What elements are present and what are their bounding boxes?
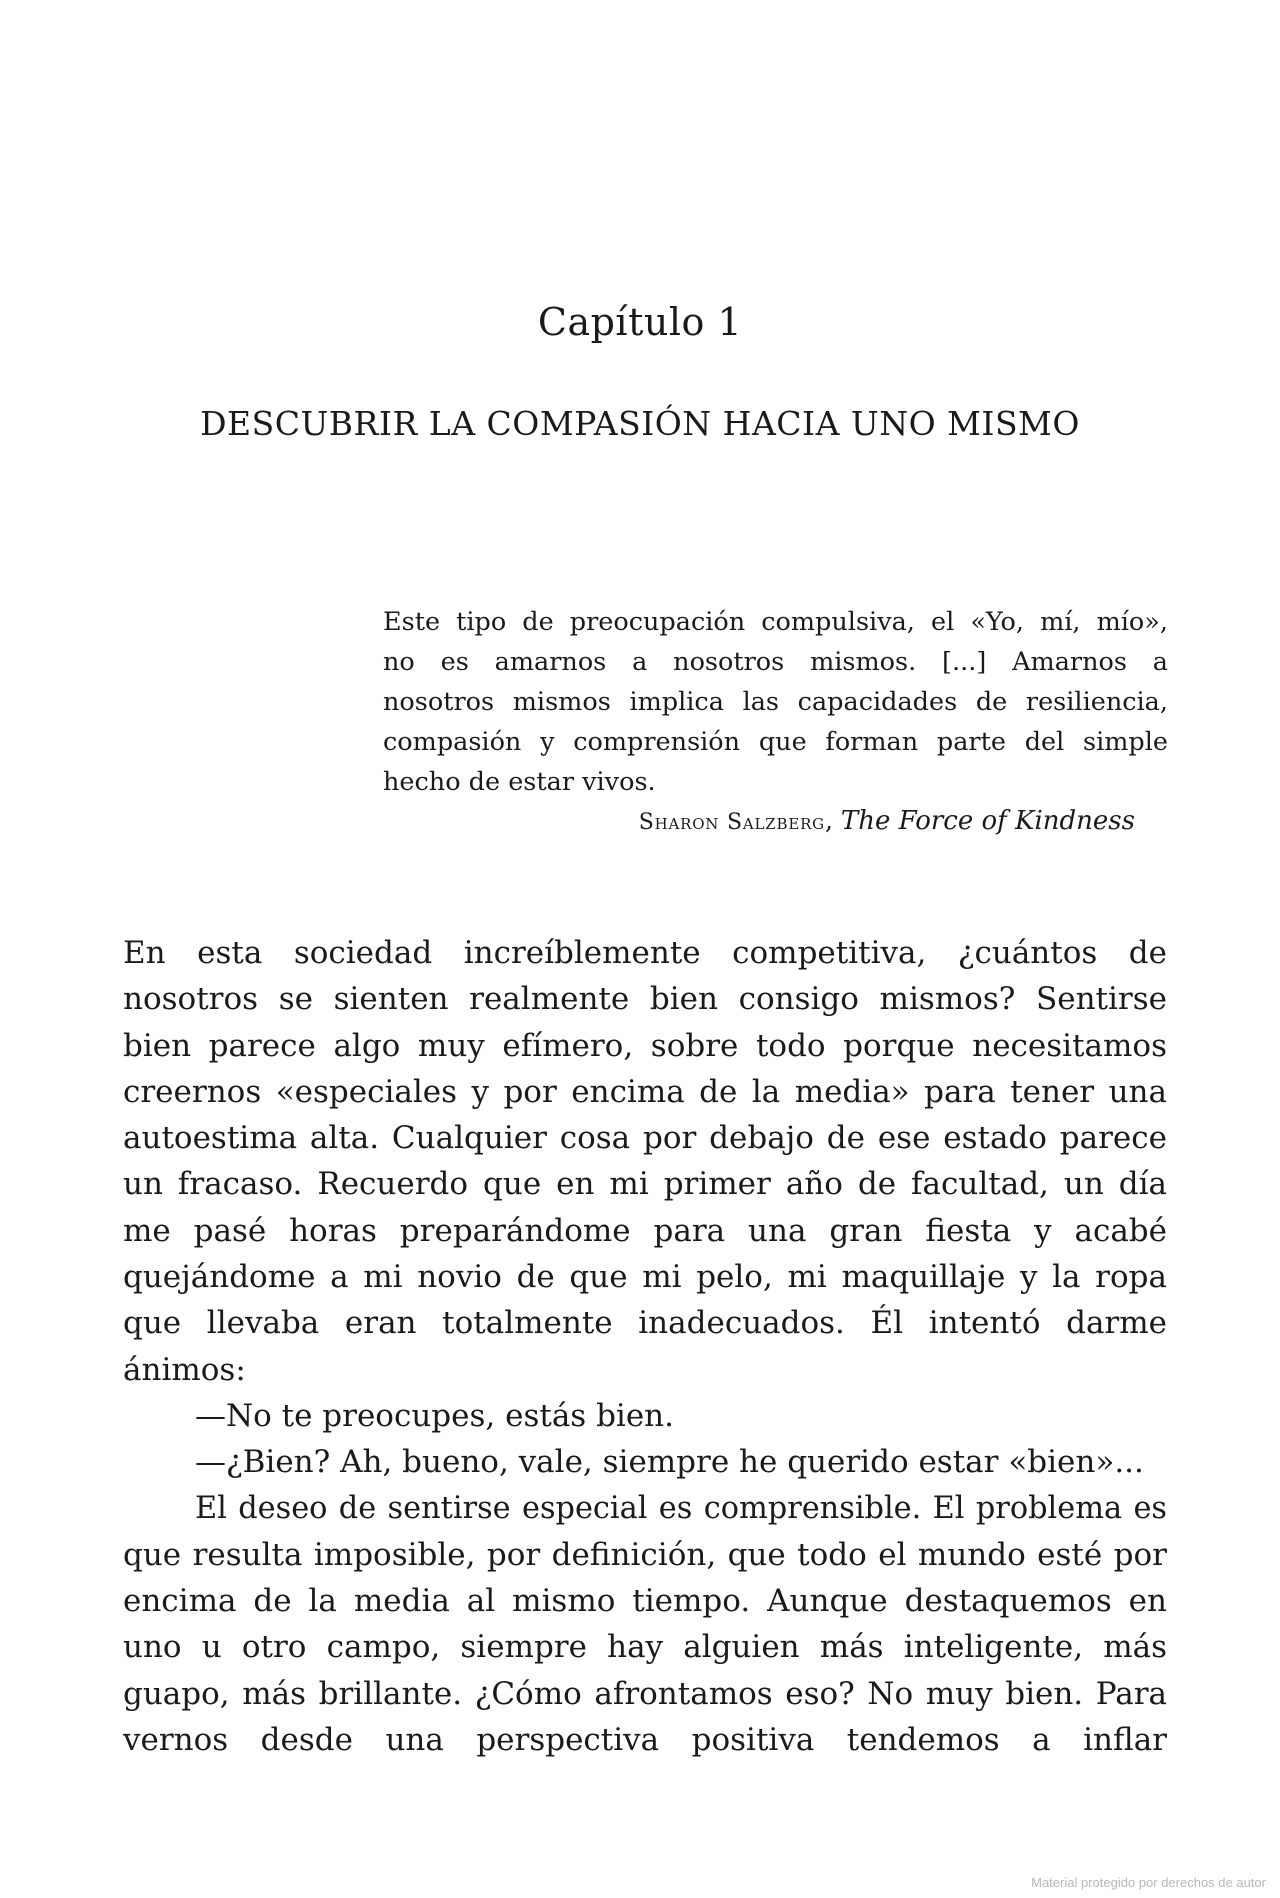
body-line: El deseo de sentirse especial es comprensible. El problema es bbox=[195, 1490, 1167, 1526]
body-line: guapo, más brillante. ¿Cómo afrontamos eso? No muy bien. Para bbox=[123, 1675, 1167, 1712]
epigraph-work-title: The Force of Kindness bbox=[840, 806, 1135, 836]
epigraph-line: compasión y comprensión que forman parte del simple bbox=[383, 727, 1168, 757]
body-line: vernos desde una perspectiva positiva tendemos a inflar bbox=[123, 1722, 1167, 1759]
epigraph-line: no es amarnos a nosotros mismos. [...] Amarnos a bbox=[383, 647, 1168, 677]
body-line: un fracaso. Recuerdo que en mi primer año de facultad, un día bbox=[123, 1166, 1167, 1203]
body-text bbox=[123, 930, 1167, 1763]
epigraph-line: hecho de estar vivos. bbox=[383, 767, 656, 797]
copyright-watermark: Material protegido por derechos de autor bbox=[1031, 1875, 1266, 1890]
dialogue-line: —No te preocupes, estás bien. bbox=[195, 1397, 674, 1434]
epigraph-quote bbox=[383, 602, 1168, 802]
body-line: En esta sociedad increíblemente competitiva, ¿cuántos de bbox=[123, 935, 1167, 971]
epigraph-author: Sharon Salzberg bbox=[638, 810, 825, 835]
body-line: me pasé horas preparándome para una gran fiesta y acabé bbox=[123, 1212, 1167, 1249]
epigraph-attribution bbox=[383, 806, 1135, 836]
body-line: uno u otro campo, siempre hay alguien más inteligente, más bbox=[123, 1629, 1167, 1666]
body-line: bien parece algo muy efímero, sobre todo porque necesitamos bbox=[123, 1027, 1167, 1064]
body-line: que resulta imposible, por definición, que todo el mundo esté por bbox=[123, 1536, 1167, 1573]
attribution-separator: , bbox=[824, 806, 841, 835]
chapter-title: DESCUBRIR LA COMPASIÓN HACIA UNO MISMO bbox=[200, 404, 1080, 443]
body-line: autoestima alta. Cualquier cosa por debajo de ese estado parece bbox=[123, 1120, 1167, 1157]
epigraph-line: nosotros mismos implica las capacidades de resiliencia, bbox=[383, 687, 1168, 717]
body-line: quejándome a mi novio de que mi pelo, mi maquillaje y la ropa bbox=[123, 1259, 1167, 1296]
body-line: creernos «especiales y por encima de la media» para tener una bbox=[123, 1073, 1167, 1110]
dialogue-line: —¿Bien? Ah, bueno, vale, siempre he querido estar «bien»... bbox=[195, 1444, 1144, 1481]
body-line: nosotros se sienten realmente bien consigo mismos? Sentirse bbox=[123, 981, 1167, 1018]
chapter-number: Capítulo 1 bbox=[537, 300, 743, 344]
body-line: ánimos: bbox=[123, 1351, 246, 1388]
epigraph-line: Este tipo de preocupación compulsiva, el «Yo, mí, mío», bbox=[383, 607, 1168, 637]
body-line: encima de la media al mismo tiempo. Aunque destaquemos en bbox=[123, 1583, 1167, 1620]
body-line: que llevaba eran totalmente inadecuados. Él intentó darme bbox=[123, 1305, 1167, 1342]
